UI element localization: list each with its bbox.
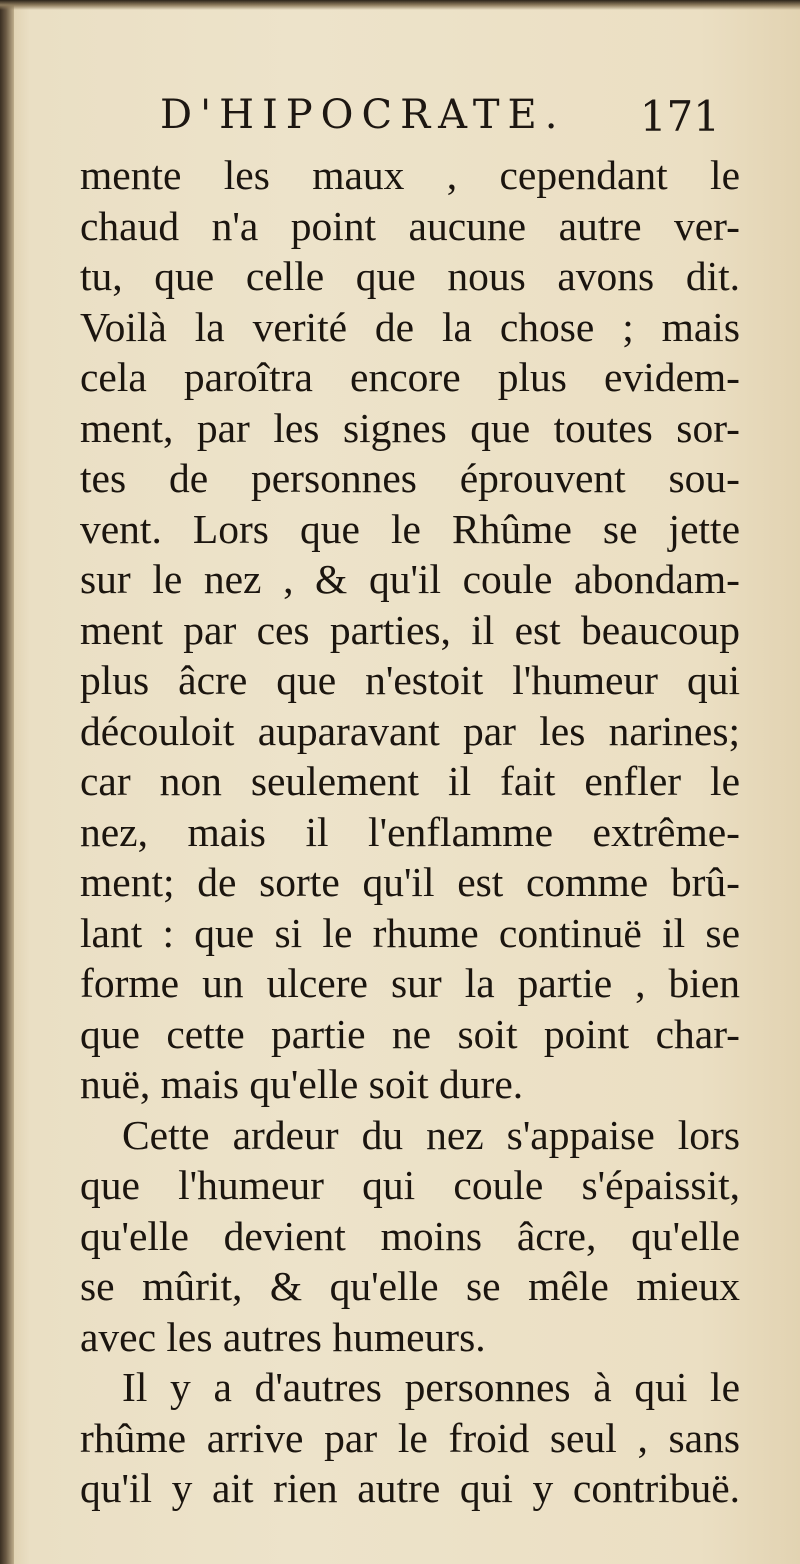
text-line: Cette ardeur du nez s'appaise lors: [122, 1111, 740, 1158]
text-line: avec les autres humeurs.: [80, 1313, 486, 1360]
text-line: Voilà la verité de la chose ; mais: [80, 303, 740, 350]
text-line: lant : que si le rhume continuë il se: [80, 909, 740, 956]
text-line: chaud n'a point aucune autre ver-: [80, 202, 740, 249]
text-line: découloit auparavant par les narines;: [80, 707, 740, 754]
text-line: sur le nez , & qu'il coule abondam-: [80, 556, 740, 602]
text-line: tu, que celle que nous avons dit.: [80, 253, 740, 299]
text-line: que cette partie ne soit point char-: [80, 1010, 740, 1057]
text-line: nez, mais il l'enflamme extrême-: [80, 808, 740, 855]
book-binding-edge: [0, 0, 14, 1564]
text-line: se mûrit, & qu'elle se mêle mieux: [80, 1263, 740, 1309]
text-line: cela paroîtra encore plus evidem-: [80, 354, 740, 400]
text-line: qu'elle devient moins âcre, qu'elle: [80, 1212, 740, 1259]
page-number: 171: [639, 92, 720, 141]
text-line: mente les maux , cependant le: [80, 152, 740, 198]
running-head: D'HIPOCRATE.: [160, 92, 566, 138]
text-line: Il y a d'autres personnes à qui le: [122, 1364, 740, 1410]
text-line: vent. Lors que le Rhûme se jette: [80, 505, 740, 552]
page-header: [160, 92, 720, 152]
text-line: ment; de sorte qu'il est comme brû-: [80, 859, 740, 905]
text-line: que l'humeur qui coule s'épaissit,: [80, 1162, 740, 1208]
page-top-edge: [0, 0, 800, 10]
text-line: ment, par les signes que toutes sor-: [80, 404, 740, 451]
text-line: car non seulement il fait enfler le: [80, 758, 740, 804]
text-line: rhûme arrive par le froid seul , sans: [80, 1414, 740, 1461]
text-line: tes de personnes éprouvent sou-: [80, 455, 740, 501]
text-line: nuë, mais qu'elle soit dure.: [80, 1061, 524, 1107]
text-line: plus âcre que n'estoit l'humeur qui: [80, 657, 740, 703]
text-line: ment par ces parties, il est beaucoup: [80, 606, 740, 653]
body-text: [80, 150, 740, 1514]
text-line: qu'il y ait rien autre qui y contribuë.: [80, 1465, 740, 1511]
text-line: forme un ulcere sur la partie , bien: [80, 960, 740, 1006]
